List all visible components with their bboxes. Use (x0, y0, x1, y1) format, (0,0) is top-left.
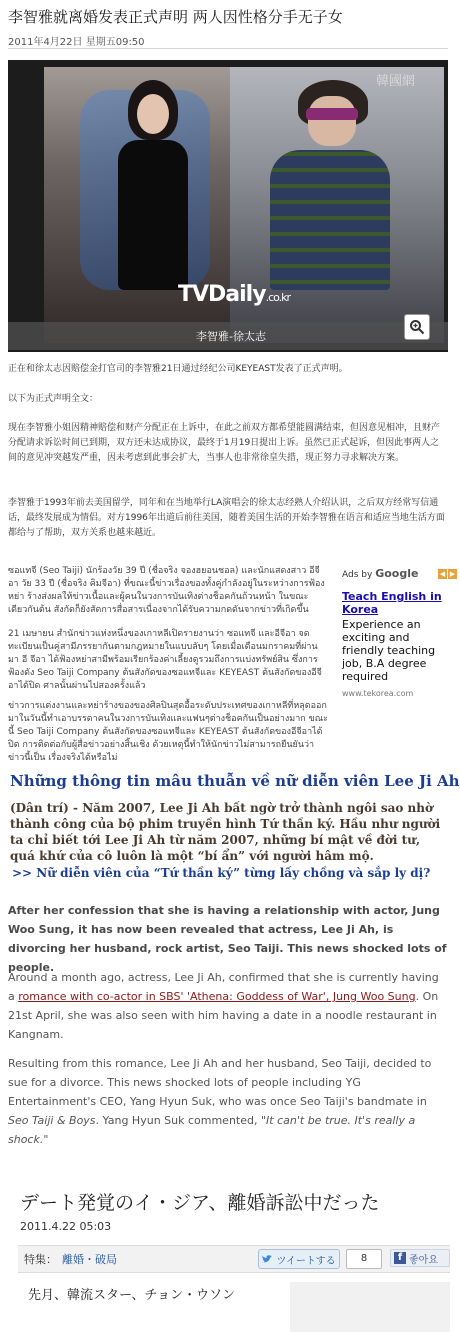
next-arrow-icon[interactable]: ▶ (449, 570, 456, 578)
paragraph (8, 1054, 448, 1149)
ad-nav (438, 569, 458, 579)
text: Resulting from this romance, Lee Ji Ah and her husband, Seo Taiji, decided to sue for a divorce. This news shocked lots of people including YG Entertainment's CEO, Yang Hyun Suk, who was once Seo Taiji's bandmate in (8, 1057, 432, 1108)
tweet-count: 8 (346, 1249, 382, 1269)
jp-headline: デート発覚のイ・ジア、離婚訴訟中だった (20, 1192, 380, 1214)
facebook-icon: f (394, 1252, 406, 1264)
ad-unit (342, 567, 456, 698)
tag-label: 特集： (24, 1253, 57, 1266)
ad-text: Experience an exciting and friendly teaching job, B.A degree required (342, 618, 436, 683)
jp-lead: 先月、韓流スター、チョン・ウソン (28, 1288, 236, 1303)
prev-arrow-icon[interactable]: ◀ (439, 570, 446, 578)
photo-caption: 李智雅-徐太志 (196, 330, 266, 343)
article-date: 2011年4月22日 星期五09:50 (8, 37, 145, 48)
band-name: Seo Taiji & Boys (8, 1114, 96, 1127)
facebook-like-button[interactable] (390, 1249, 450, 1267)
text: Around a month ago, actress, Lee Ji Ah, confirmed that she is currently having a (8, 971, 439, 1003)
paragraph: 正在和徐太志因赔偿金打官司的李智雅21日通过经纪公司KEYEAST发表了正式声明。 (8, 364, 348, 374)
paragraph (8, 968, 448, 1044)
vn-lead: (Dân trí) - Năm 2007, Lee Ji Ah bất ngờ trở thành ngôi sao nhờ thành công của bộ phim truyền hình Tứ thần ký. Hầu như người ta chỉ biết tới Lee Ji Ah từ năm 2007, những bí mật về đời tư, quá khứ của cô luôn là một “bí ẩn” với người hâm mộ. (10, 801, 441, 863)
ad-title-link[interactable]: Teach English in Korea (342, 590, 442, 616)
paragraph: 李智雅于1993年前去美国留学，同年和在当地举行LA演唱会的徐太志经熟人介绍认识，之后双方经常写信通话，最终发展成为情侣。对方1996年出道后前往美国，随着美国生活的开始李智雅在语言和适应当地生活方面都给与了帮助，双方关系也越来越近。 (8, 498, 445, 538)
paragraph: ซอแทจี (Seo Taiji) นักร้องวัย 39 ปี (ชื่อจริง จองฮยอนชอล) และนักแสดงสาว อีจีอา วัย 33 ปี (ชื่อจริง คิมจีอา) ที่ขณะนี้ข่าวเรื่องของทั้งคู่กำลังอยู่ในระหว่างการฟ้องหย่า ร้างส่งผลให้ข่าวเนื้อและผู้คนในวงการบันเทิงต่างช็อคกันถ้วนหน้า ในขณะเดียวกันต้น สังกัดก็ยังสัดการสื่อสารเนื่องจากได้รับความกดดันจากข่าวที่เกิดขึ้น (8, 566, 325, 615)
sunglasses (306, 108, 358, 120)
magnifier-icon (409, 319, 425, 335)
paragraph: 21 เมษายน สำนักข่าวแห่งหนึ่งของเกาหลีเปิดรายงานว่า ซอแทจี และอีจีอา จด ทะเบียนเป็นคู่สามีภรรยากันตามกฎหมายในแบบลับๆ โดยเมื่อเดือนมกราคมที่ผ่านมา อี จีอา ได้ฟ้องหย่าสามีพร้อมเรียกร้องค่าเลี้ยงดูรวมถึงการแบ่งทรัพย์สิน ซึ่งการฟ้องดัง Seo Taiji Company ต้นสังกัดของซอแทจีและ KEYEAST ต้นสังกัดของอีจีอาได้ปิด ศาลนั้นผ่านไปสองครั้งแล้ว (8, 629, 322, 691)
ads-by-text: Ads by (342, 570, 373, 580)
ads-by-label (342, 567, 448, 580)
tag-link[interactable]: 離婚・破局 (62, 1253, 117, 1266)
ad-url[interactable]: www.tekorea.com (342, 689, 414, 698)
like-label: 좋아요 (409, 1254, 438, 1266)
zoom-button[interactable] (404, 314, 430, 340)
text: . Yang Hyun Suk commented, (95, 1114, 261, 1127)
quote: "It can't be true. It's really a shock." (8, 1114, 416, 1146)
person-face (308, 96, 356, 146)
paragraph: 以下为正式声明全文： (8, 394, 99, 404)
tweet-label: ツイートする (276, 1255, 336, 1267)
logo-suffix: .co.kr (265, 291, 291, 304)
vn-headline: Những thông tin mâu thuẫn về nữ diễn viên Lee Ji Ah (10, 772, 460, 790)
paragraph: ข่าวการแต่งงานและหย่าร้างของของศิลปินสุดอื้อระดับประเทศของเกาหลีที่หลุดออก มาในวันนี้ทำเอาบรรดาคนในวงการบันเทิงและแฟนๆต่างช็อคกันเป็นอย่างมาก ขณะนี้ Seo Taiji Company ต้นสังกัดของซอแทจีและ KEYEAST ต้นสังกัดของอีจีอาได้ปิด การติดต่อกับผู้สื่อข่าวอย่างสิ้นเชิง ด้วยเหตุนี้ทำให้นักข่าวไม่สามารถยืนยันว่าข่าวนี้เป็น เรื่องจริงได้หรือไม่ (8, 701, 328, 763)
text: . On 21st April, she was also seen with him having a date in a noodle restaurant in Kangnam. (8, 990, 439, 1041)
photo-logo (178, 282, 290, 307)
logo-text: TVDaily (178, 282, 266, 307)
person-jacket (270, 150, 390, 290)
romance-article-link[interactable]: romance with co-actor in SBS' 'Athena: Goddess of War', Jung Woo Sung (18, 990, 416, 1003)
person-face (137, 94, 169, 134)
related-article-link[interactable]: >> Nữ diễn viên của “Tứ thần ký” từng lấy chồng và sắp ly dị? (12, 866, 431, 880)
google-logo: Google (375, 567, 419, 580)
side-panel (290, 1282, 450, 1332)
paragraph: After her confession that she is having a relationship with actor, Jung Woo Sung, it has now been revealed that actress, Lee Ji Ah, is divorcing her husband, rock artist, Seo Taiji. This news shocked lots of people. (8, 904, 447, 974)
tweet-button[interactable] (258, 1249, 340, 1269)
twitter-bird-icon (262, 1255, 273, 1264)
paragraph: 现在李智雅小姐因精神赔偿和财产分配正在上诉中，在此之前双方都希望能圆满结束，但因意见相冲，且财产分配请求诉讼时间已到期，双方还未达成协议，最终于1月19日提出上诉。虽然已正式起诉，但因此事两人之间的意见冲突越发严重，因未考虑到此事会扩大，当事人也非常徐皇失措，现正努力寻求解决方案。 (8, 423, 441, 463)
article-title: 李智雅就离婚发表正式声明 两人因性格分手无子女 (8, 8, 343, 26)
jp-date: 2011.4.22 05:03 (20, 1220, 112, 1233)
photo-watermark (376, 70, 415, 89)
person-dress (118, 140, 188, 290)
watermark-text: 韓國網 (376, 74, 416, 89)
divider (8, 48, 448, 49)
